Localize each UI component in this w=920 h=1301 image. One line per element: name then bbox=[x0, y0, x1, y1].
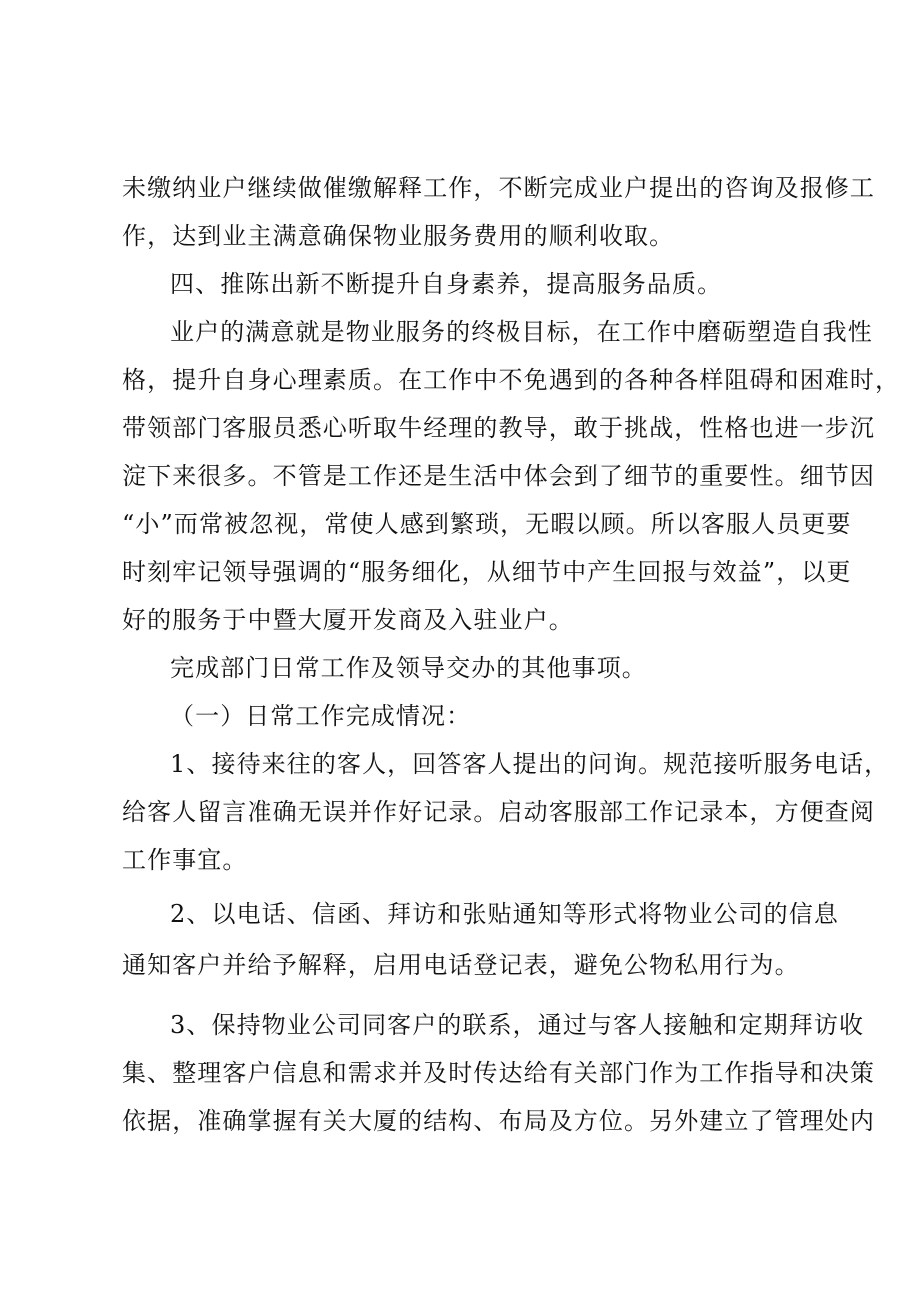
text-line: 格，提升自身心理素质。在工作中不免遇到的各种各样阻碍和困难时， bbox=[122, 366, 901, 394]
text-line: 未缴纳业户继续做催缴解释工作，不断完成业户提出的咨询及报修工 bbox=[122, 174, 875, 202]
text-line: 通知客户并给予解释，启用电话登记表，避免公物私用行为。 bbox=[122, 951, 800, 979]
text-line: 淀下来很多。不管是工作还是生活中体会到了细节的重要性。细节因 bbox=[122, 462, 875, 490]
text-line: 带领部门客服员悉心听取牛经理的教导，敢于挑战，性格也进一步沉 bbox=[122, 414, 875, 442]
text-line: “小”而常被忽视，常使人感到繁琐，无暇以顾。所以客服人员更要 bbox=[122, 510, 852, 538]
text-line: 给客人留言准确无误并作好记录。启动客服部工作记录本，方便查阅 bbox=[122, 798, 875, 826]
text-line: 集、整理客户信息和需求并及时传达给有关部门作为工作指导和决策 bbox=[122, 1059, 875, 1087]
text-line: 2、以电话、信函、拜访和张贴通知等形式将物业公司的信息 bbox=[170, 900, 839, 928]
text-line: 完成部门日常工作及领导交办的其他事项。 bbox=[170, 654, 647, 682]
text-line: 3、保持物业公司同客户的联系，通过与客人接触和定期拜访收 bbox=[170, 1011, 865, 1039]
section-heading: （一）日常工作完成情况： bbox=[170, 702, 472, 730]
text-line: 1、接待来往的客人，回答客人提出的问询。规范接听服务电话， bbox=[170, 750, 890, 778]
text-line: 时刻牢记领导强调的“服务细化，从细节中产生回报与效益”，以更 bbox=[122, 558, 852, 586]
text-line: 依据，准确掌握有关大厦的结构、布局及方位。另外建立了管理处内 bbox=[122, 1107, 875, 1135]
text-line: 业户的满意就是物业服务的终极目标，在工作中磨砺塑造自我性 bbox=[170, 318, 873, 346]
text-line: 工作事宜。 bbox=[122, 846, 248, 874]
text-line: 好的服务于中暨大厦开发商及入驻业户。 bbox=[122, 606, 574, 634]
text-line: 四、推陈出新不断提升自身素养，提高服务品质。 bbox=[170, 270, 723, 298]
text-line: 作，达到业主满意确保物业服务费用的顺利收取。 bbox=[122, 222, 675, 250]
